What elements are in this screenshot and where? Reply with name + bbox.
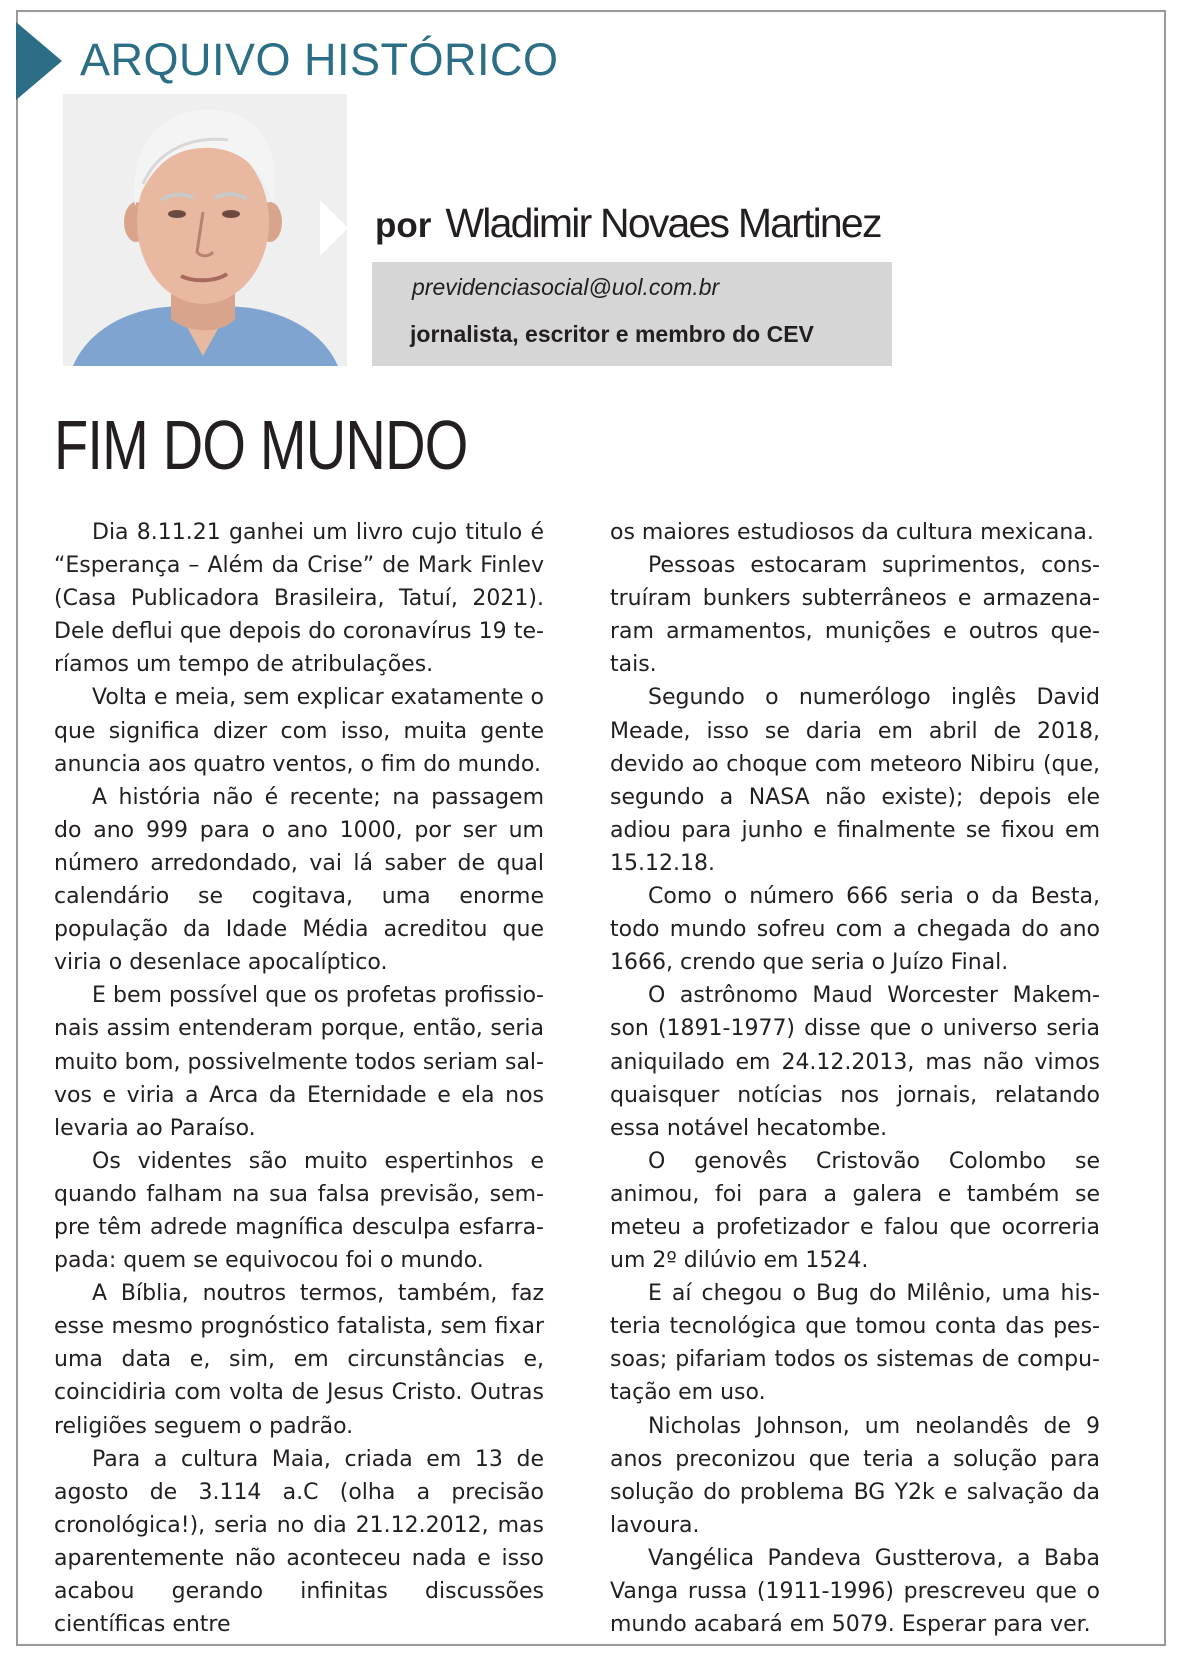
article-headline: FIM DO MUNDO: [54, 406, 468, 484]
article-paragraph: Os videntes são muito espertinhos e quando falham na sua falsa previsão, sempre têm adrede magnífica desculpa esfarrapada: quem se equivocou foi o mundo.: [54, 1148, 544, 1274]
article-paragraph: Segundo o numerólogo inglês David Meade, isso se daria em abril de 2018, devido ao choque com meteoro Nibiru (que, segundo a NASA não existe); depois ele adiou para junho e finalmente se fixou em 15.12.18.: [610, 685, 1100, 876]
article-paragraph: os maiores estudiosos da cultura mexicana.: [610, 520, 1094, 545]
article-paragraph: E bem possível que os profetas profissionais assim entenderam porque, então, seria muito bom, possivelmente todos seriam salvos e viria a Arca da Eternidade e ela nos levaria ao Paraíso.: [54, 983, 544, 1141]
article-column-right: [610, 516, 1100, 1641]
author-email: previdenciasocial@uol.com.br: [412, 274, 720, 300]
article-paragraph: A história não é recente; na passagem do ano 999 para o ano 1000, por ser um número arredondado, vai lá saber de qual calendário se cogitava, uma enorme população da Idade Média acreditou que viria o desenlace apocalíptico.: [54, 784, 544, 976]
byline: [375, 200, 881, 247]
photo-notch: [320, 200, 348, 256]
article-paragraph: O genovês Cristovão Colombo se animou, foi para a galera e também se meteu a profetizador e falou que ocorreria um 2º dilúvio em 1524.: [610, 1148, 1100, 1274]
section-title: ARQUIVO HISTÓRICO: [80, 34, 559, 85]
article-paragraph: A Bíblia, noutros termos, também, faz esse mesmo prognóstico fatalista, sem fixar uma data e, sim, em circunstâncias e, coincidiria com volta de Jesus Cristo. Outras religiões seguem o padrão.: [54, 1281, 544, 1439]
article-paragraph: Pessoas estocaram suprimentos, construíram bunkers subterrâneos e armazenaram armamentos, munições e outros quetais.: [610, 553, 1100, 678]
article-paragraph: O astrônomo Maud Worcester Makemson (1891-1977) disse que o universo seria aniquilado em 24.12.2013, mas não vimos quaisquer notícias nos jornais, relatando essa notável hecatombe.: [610, 983, 1100, 1141]
author-role: jornalista, escritor e membro do CEV: [410, 321, 814, 347]
article-paragraph: Vangélica Pandeva Gustterova, a Baba Vanga russa (1911-1996) prescreveu que o mundo acabará em 5079. Esperar para ver.: [610, 1545, 1100, 1638]
author-photo: [63, 94, 347, 366]
author-name: Wladimir Novaes Martinez: [445, 200, 881, 246]
author-info-box: [372, 262, 892, 366]
article-paragraph: Volta e meia, sem explicar exatamente o que significa dizer com isso, muita gente anuncia aos quatro ventos, o fim do mundo.: [54, 685, 544, 777]
article-paragraph: Dia 8.11.21 ganhei um livro cujo titulo é “Esperança – Além da Crise” de Mark Finlev (Casa Publicadora Brasileira, Tatuí, 2021). Dele deflui que depois do coronavírus 19 teríamos um tempo de atribulações.: [54, 520, 544, 678]
article-paragraph: Para a cultura Maia, criada em 13 de agosto de 3.114 a.C (olha a precisão cronológica!), seria no dia 21.12.2012, mas aparentemente não aconteceu nada e isso acabou gerando infinitas discussões científicas entre: [54, 1446, 544, 1638]
article-paragraph: Nicholas Johnson, um neolandês de 9 anos preconizou que teria a solução para solução do problema BG Y2k e salvação da lavoura.: [610, 1413, 1100, 1538]
article-paragraph: Como o número 666 seria o da Besta, todo mundo sofreu com a chegada do ano 1666, crendo que seria o Juízo Final.: [610, 884, 1100, 976]
article-paragraph: E aí chegou o Bug do Milênio, uma histeria tecnológica que tomou conta das pessoas; pifariam todos os sistemas de computação em uso.: [610, 1281, 1100, 1406]
byline-por: por: [375, 206, 432, 245]
article-column-left: [54, 516, 544, 1641]
section-arrow-icon: [16, 22, 62, 100]
